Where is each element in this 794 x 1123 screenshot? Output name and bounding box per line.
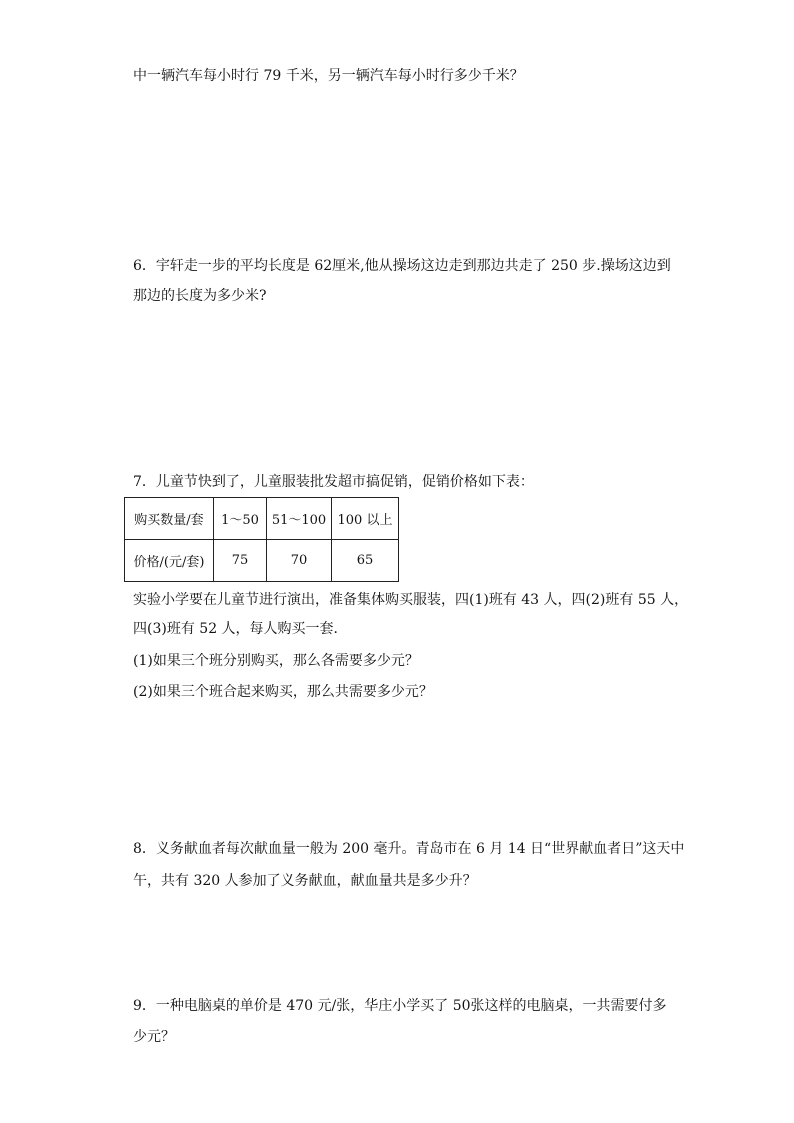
q7-subquestion-1: (1)如果三个班分别购买，那么各需要多少元？ xyxy=(133,653,419,669)
table-cell-range: 51～100 xyxy=(267,498,332,540)
table-cell-range: 100 以上 xyxy=(332,498,399,540)
table-row xyxy=(125,540,399,582)
q7-body-line-1: 实验小学要在儿童节进行演出，准备集体购买服装，四(1)班有 43 人，四(2)班有 55 人， xyxy=(133,592,689,608)
table-cell-price: 70 xyxy=(267,540,332,582)
table-header-quantity: 购买数量/套 xyxy=(125,498,214,540)
q7-subquestion-2: (2)如果三个班合起来购买，那么共需要多少元？ xyxy=(133,684,433,700)
q6-text-line-2: 那边的长度为多少米? xyxy=(133,288,267,304)
q7-intro: 7．儿童节快到了，儿童服装批发超市搞促销，促销价格如下表： xyxy=(133,474,534,490)
table-cell-price: 75 xyxy=(214,540,267,582)
q8-text-line-1: 8．义务献血者每次献血量一般为 200 毫升。青岛市在 6 月 14 日“世界献血者日”这天中 xyxy=(133,841,685,857)
q6-text-line-1: 6．宇轩走一步的平均长度是 62厘米,他从操场这边走到那边共走了 250 步.操场这边到 xyxy=(133,258,671,274)
table-cell-price: 65 xyxy=(332,540,399,582)
q8-text-line-2: 午，共有 320 人参加了义务献血，献血量共是多少升？ xyxy=(133,873,477,889)
q9-text-line-2: 少元？ xyxy=(133,1029,175,1045)
q5-text-line: 中一辆汽车每小时行 79 千米，另一辆汽车每小时行多少千米？ xyxy=(133,68,524,84)
table-cell-range: 1～50 xyxy=(214,498,267,540)
price-table xyxy=(124,497,399,582)
table-row xyxy=(125,498,399,540)
q7-body-line-2: 四(3)班有 52 人，每人购买一套． xyxy=(133,621,348,637)
table-header-price: 价格/(元/套) xyxy=(125,540,214,582)
q9-text-line-1: 9．一种电脑桌的单价是 470 元/张，华庄小学买了 50张这样的电脑桌，一共需要付多 xyxy=(133,998,667,1014)
